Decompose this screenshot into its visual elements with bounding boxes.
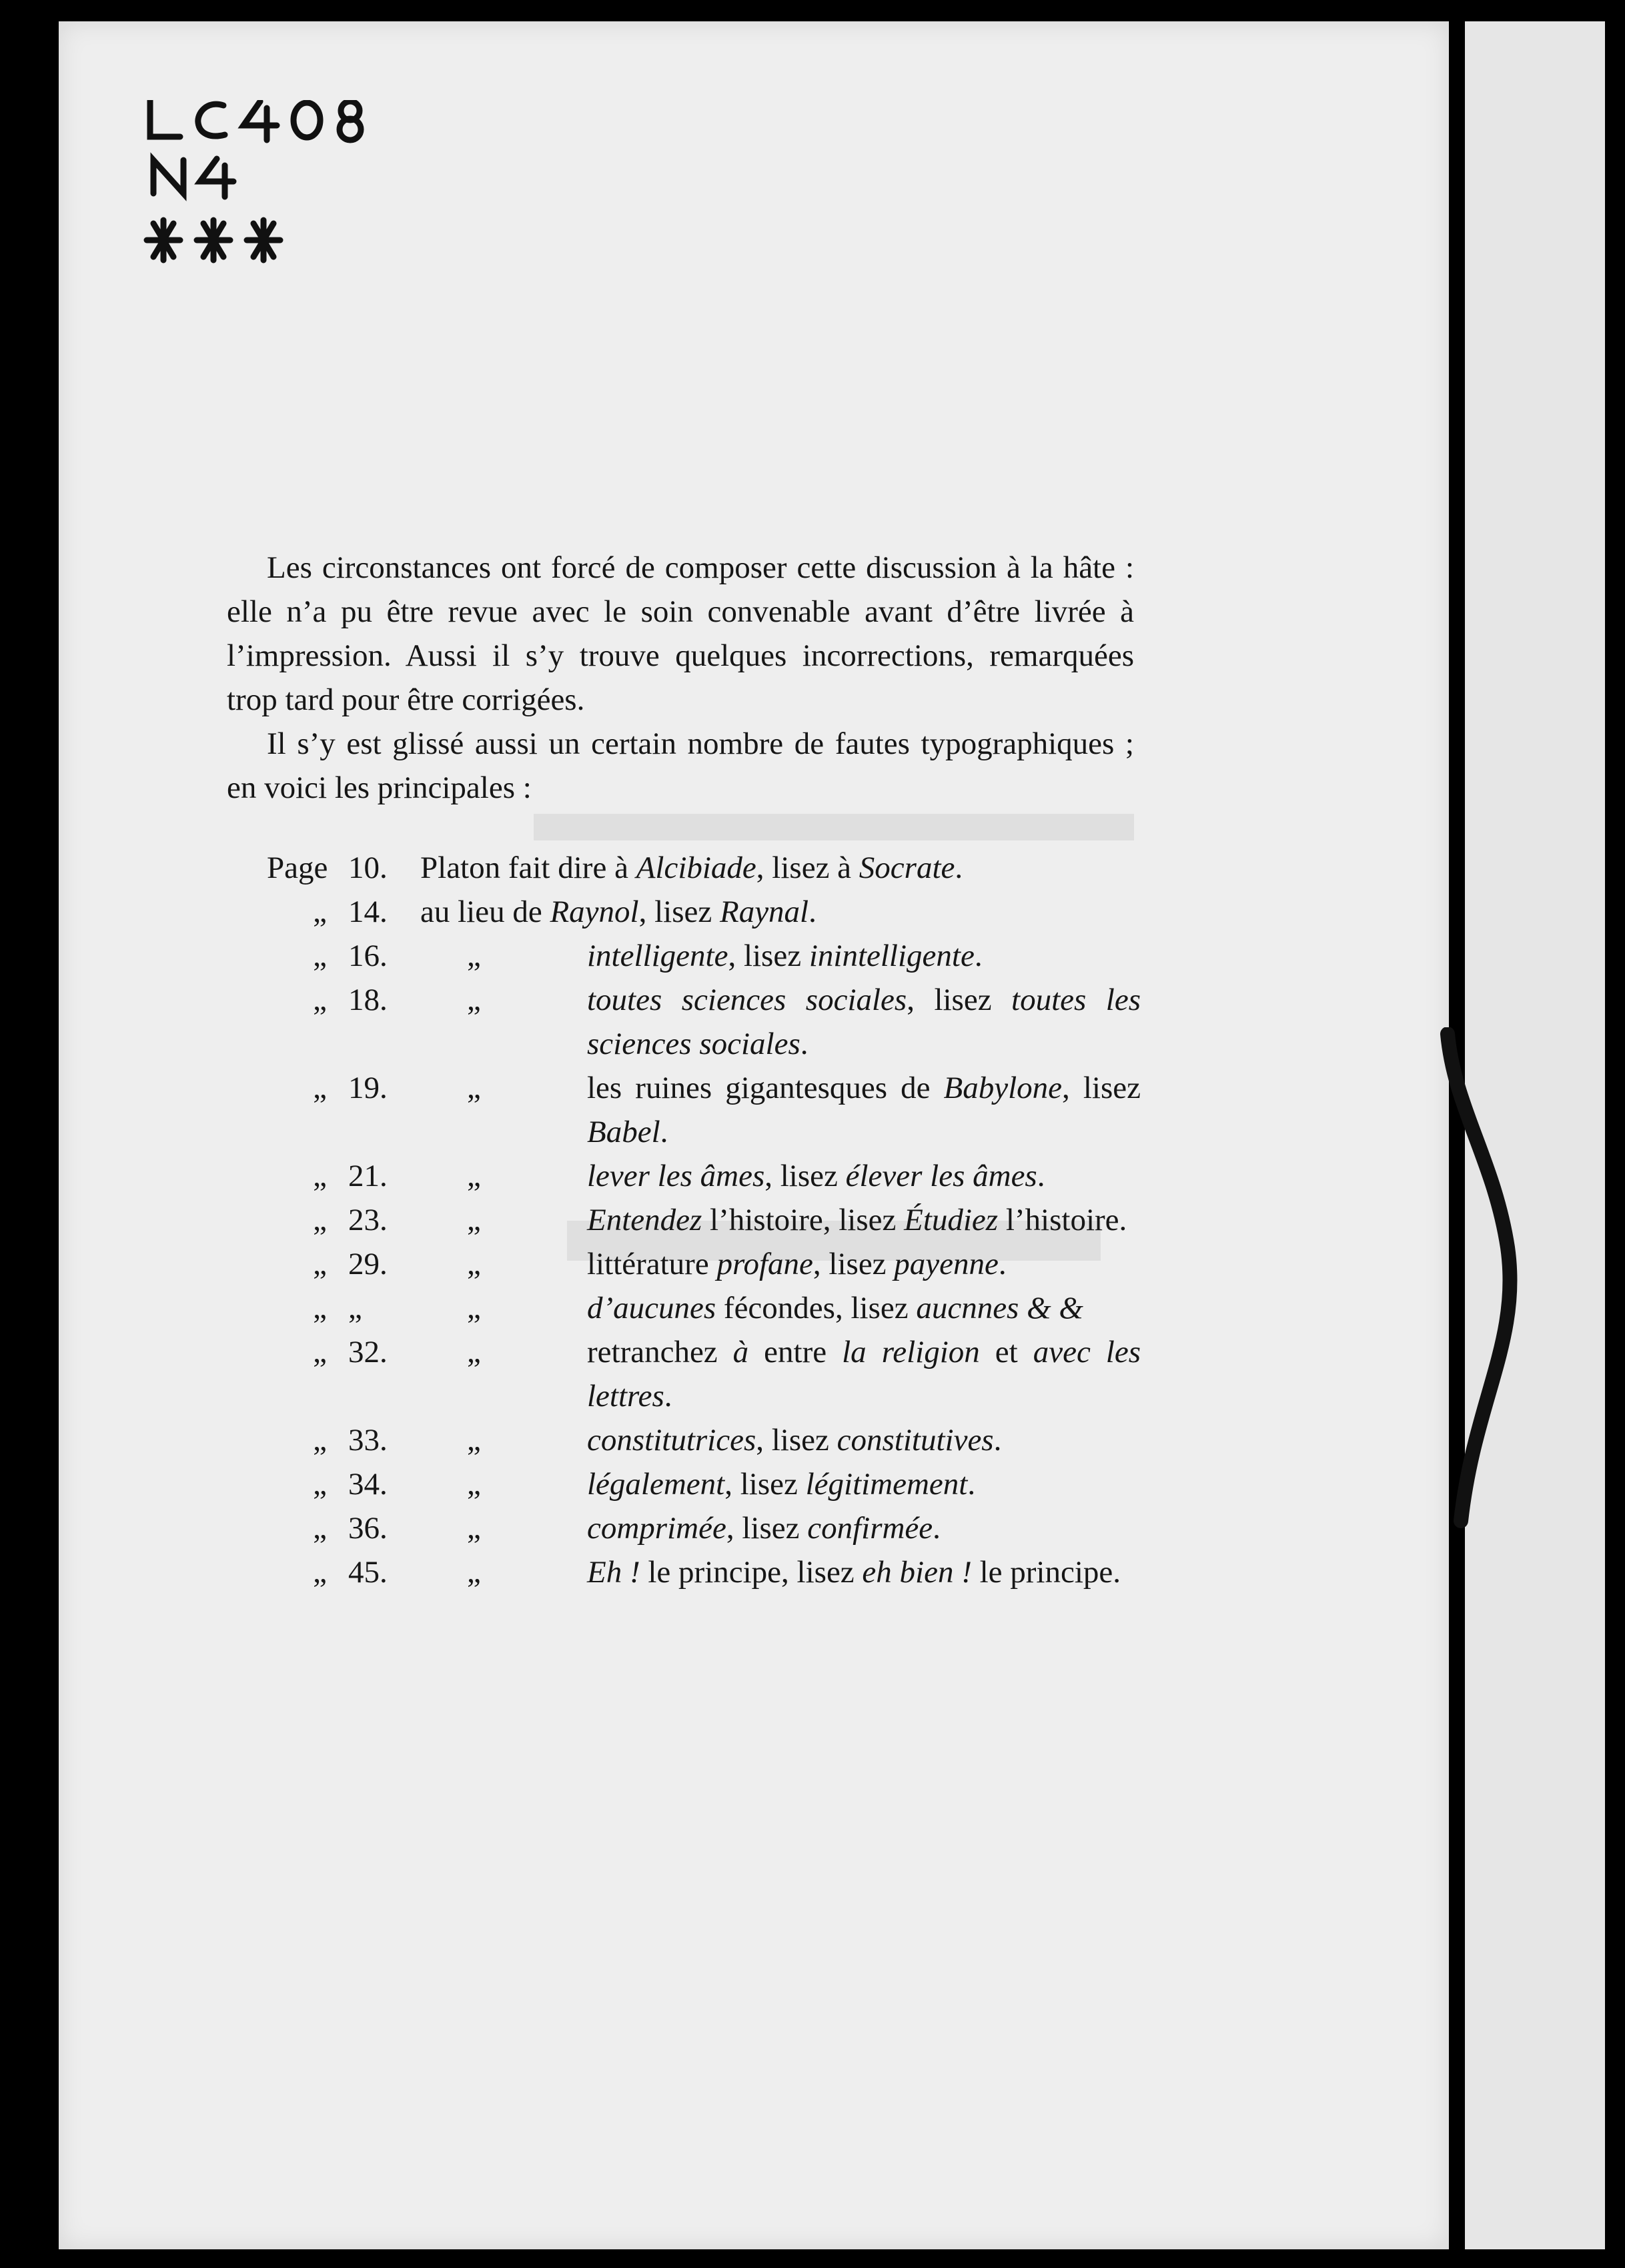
errata-page-ref [267,1286,414,1330]
page-number: 23. [348,1203,388,1237]
errata-correction: au lieu de Raynol, lisez Raynal. [420,895,817,929]
errata-correction: Platon fait dire à Alcibiade, lisez à Socrate. [420,851,963,885]
page-label: „ [313,1511,327,1546]
errata-row [267,1154,1141,1198]
page-label: „ [313,1291,327,1325]
errata-row [267,890,1141,934]
ditto-mark: „ [467,1291,481,1325]
errata-page-ref [267,846,414,890]
errata-row [267,1066,1141,1154]
handwritten-shelfmark [143,100,424,300]
intro-paragraph-1: Les circonstances ont forcé de composer cette discussion à la hâte : elle n’a pu être revue avec le soin convenable avant d’être livrée à l’impression. Aussi il s’y trouve quelques incorrections, remarquées trop tard pour être corrigées. [227,550,1134,717]
ditto-mark: „ [467,1423,481,1458]
page-label: „ [313,1247,327,1281]
page-number: 29. [348,1247,388,1281]
page-number: 36. [348,1511,388,1546]
errata-correction: retranchez à entre la religion et avec les lettres. [587,1335,1141,1413]
page-number: „ [348,1291,362,1325]
page-number: 18. [348,983,388,1017]
page-label: „ [313,1467,327,1502]
page-number: 45. [348,1555,388,1590]
errata-row [267,846,1141,890]
errata-row [267,978,1141,1066]
errata-correction: constitutrices, lisez constitutives. [587,1423,1002,1458]
errata-correction: intelligente, lisez inintelligente. [587,939,983,973]
intro-paragraph-2: Il s’y est glissé aussi un certain nombre de fautes typographiques ; en voici les principales : [227,726,1134,805]
page-label: „ [313,1159,327,1193]
errata-page-ref [267,1330,414,1374]
errata-row [267,1550,1141,1594]
errata-page-ref [267,1462,414,1506]
page-label: „ [313,895,327,929]
errata-correction: Entendez l’histoire, lisez Étudiez l’histoire. [587,1203,1127,1237]
errata-correction: d’aucunes fécondes, lisez aucnnes & & [587,1291,1083,1325]
page-label: „ [313,1555,327,1590]
errata-correction: comprimée, lisez confirmée. [587,1511,941,1546]
page-label: „ [313,983,327,1017]
page-number: 34. [348,1467,388,1502]
errata-page-ref [267,1418,414,1462]
errata-correction: littérature profane, lisez payenne. [587,1247,1007,1281]
ditto-mark: „ [467,1467,481,1502]
page-number: 32. [348,1335,388,1369]
errata-page-ref [267,1242,414,1286]
page-label: „ [313,1203,327,1237]
ditto-mark: „ [467,1511,481,1546]
errata-correction: légalement, lisez légitimement. [587,1467,976,1502]
ditto-mark: „ [467,1247,481,1281]
ditto-mark: „ [467,1203,481,1237]
ditto-mark: „ [467,1555,481,1590]
ditto-mark: „ [467,939,481,973]
page-label: „ [313,1071,327,1105]
intro-text [227,546,1134,810]
errata-row [267,1330,1141,1418]
errata-row [267,934,1141,978]
errata-page-ref [267,1506,414,1550]
errata-page-ref [267,978,414,1022]
page-number: 19. [348,1071,388,1105]
page-label: „ [313,939,327,973]
ditto-mark: „ [467,983,481,1017]
errata-row [267,1418,1141,1462]
ditto-mark: „ [467,1071,481,1105]
page-number: 33. [348,1423,388,1458]
ditto-mark: „ [467,1159,481,1193]
ditto-mark: „ [467,1335,481,1369]
errata-row [267,1462,1141,1506]
page-label: „ [313,1335,327,1369]
page-number: 14. [348,895,388,929]
errata-row [267,1286,1141,1330]
errata-row [267,1242,1141,1286]
errata-correction: Eh ! le principe, lisez eh bien ! le principe. [587,1555,1121,1590]
errata-page-ref [267,934,414,978]
page-label: „ [313,1423,327,1458]
errata-row [267,1198,1141,1242]
errata-correction: toutes sciences sociales, lisez toutes les sciences sociales. [587,983,1141,1061]
errata-list [267,846,1141,1594]
errata-page-ref [267,1154,414,1198]
errata-page-ref [267,1066,414,1110]
errata-correction: lever les âmes, lisez élever les âmes. [587,1159,1045,1193]
page-label: Page [267,851,328,885]
errata-page-ref [267,1198,414,1242]
page-number: 16. [348,939,388,973]
errata-page-ref [267,1550,414,1594]
page-number: 21. [348,1159,388,1193]
errata-page-ref [267,890,414,934]
errata-row [267,1506,1141,1550]
binding-string [1434,1027,1534,1534]
errata-correction: les ruines gigantesques de Babylone, lisez Babel. [587,1071,1141,1149]
page-number: 10. [348,851,388,885]
